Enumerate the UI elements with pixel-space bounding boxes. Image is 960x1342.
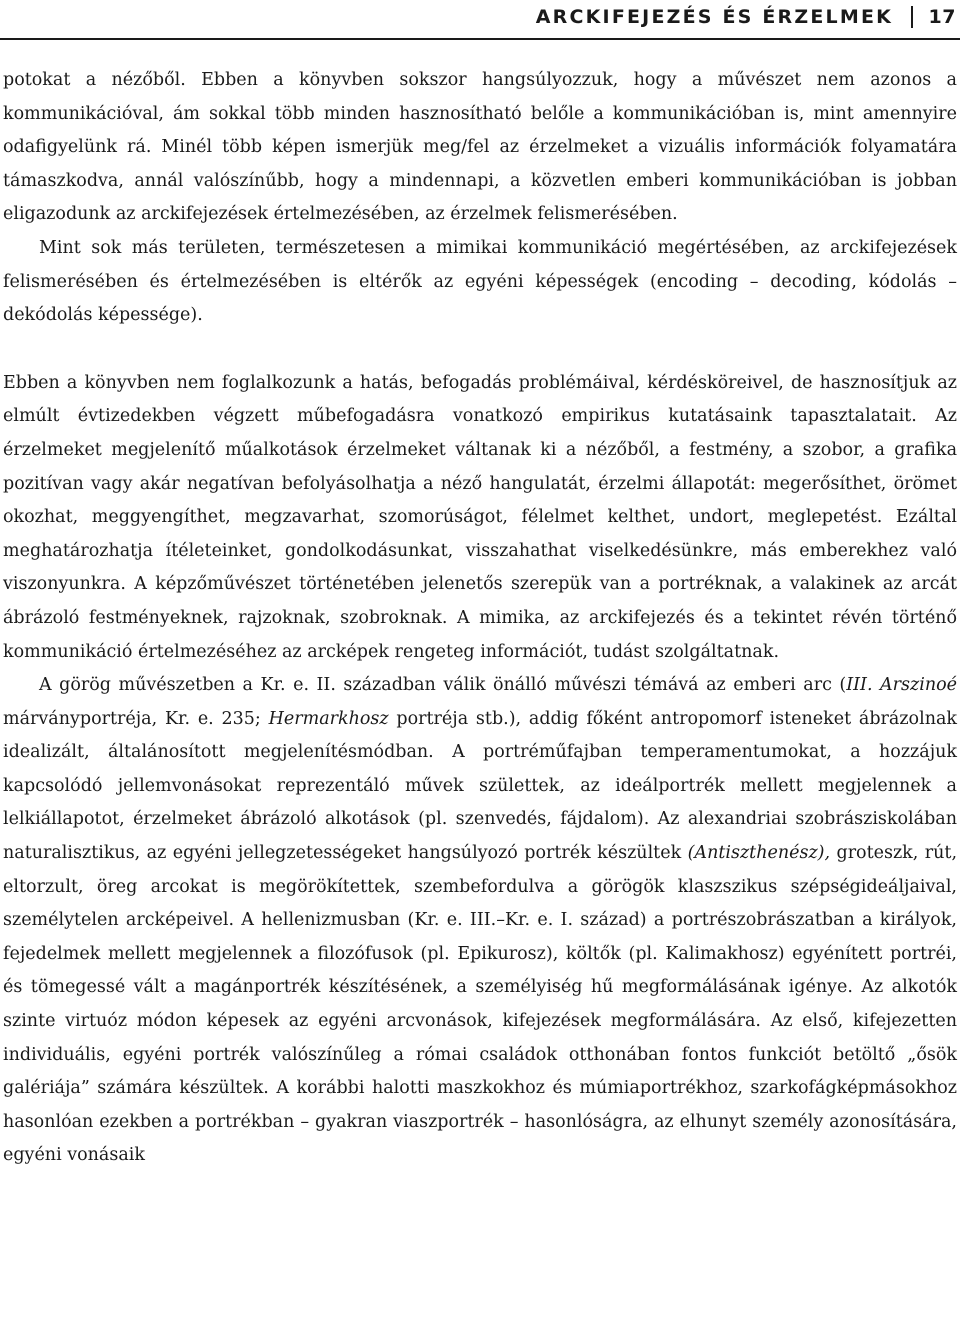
running-title: ARCKIFEJEZÉS ÉS ÉRZELMEK <box>535 6 894 28</box>
paragraph-3: Ebben a könyvben nem foglalkozunk a hatás, befogadás problémáival, kérdésköreivel, de hasznosítjuk az elmúlt évtizedekben végzett műbefogadásra vonatkozó empirikus kutatásaink tapasztalatait. Az érzelmeket megjelenítő műalkotások érzelmeket váltanak ki a nézőből, a festmény, a szobor, a grafika pozitívan vagy akár negatívan befolyásolhatja a néző hangulatát, érzelmi állapotát: megerősíthet, örömet okozhat, meggyengíthet, megzavarhat, szomorúságot, félelmet kelthet, undort, meglepetést. Ezáltal meghatározhatja ítéleteinket, gondolkodásunkat, visszahathat viselkedésünkre, más emberekhez való viszonyunkra. A képzőművészet történetében jelenetős szerepük van a portréknak, a valakinek az arcát ábrázoló festményeknek, rajzoknak, szobroknak. A mimika, az arckifejezés és a tekintet révén történő kommunikáció értelmezéséhez az arcképek rengeteg információt, tudást szolgáltatnak. <box>3 372 957 662</box>
header-rule <box>0 38 960 40</box>
running-header <box>536 2 960 32</box>
paragraph-2: Mint sok más területen, természetesen a mimikai kommunikáció megértésében, az arckifejezések felismerésében és értelmezésében is eltérők az egyéni képességek (encoding – decoding, kódolás – dekódolás képessége). <box>3 237 957 326</box>
paragraph-4-segment: portréja stb.), addig főként antropomorf isteneket ábrázolnak idealizált, általánosított megjelenítésmódban. A portréműfajban temperamentumokat, a hozzájuk kapcsolódó jellemvonásokat reprezentáló művek születtek, az ideálportrék mellett megjelennek a lelkiállapotot, érzelmeket ábrázoló alkotások (pl. szenvedés, fájdalom). Az alexandriai szobrásziskolában naturalisztikus, az egyéni jellegzetességeket hangsúlyozó portrék készültek <box>3 708 957 864</box>
paragraph-4-segment: A görög művészetben a Kr. e. II. században válik önálló művészi témává az emberi arc ( <box>39 675 847 696</box>
paragraph-4-segment: groteszk, rút, eltorzult, öreg arcokat is megörökítettek, szembefordulva a görögök klaszszikus szépségideáljaival, személytelen arcképeivel. A hellenizmusban (Kr. e. III.–Kr. e. I. század) a portrészobrászatban a királyok, fejedelmek mellett megjelennek a filozófusok (pl. Epikurosz), költők (pl. Kalimakhosz) egyénített portréi, és tömegessé vált a magánportrék készítésének, a személyiség hű megformálásának igénye. Az alkotók szinte virtuóz módon képesek az egyéni arcvonások, kifejezések megformálására. Az első, kifejezetten individuális, egyéni portrék valószínűleg a római családok otthonában fontos funkciót betöltő „ősök galériája” számára készültek. A korábbi halotti maszkokhoz és múmiaportrékhoz, szarkofágképmásokhoz hasonlóan ezekben a portrékban – gyakran viaszportrék – hasonlóságra, az elhunyt személy azonosítására, egyéni vonásaik <box>3 843 958 1166</box>
paragraph-4-italic-segment: III. Arszinoé <box>846 675 957 696</box>
header-separator <box>911 6 913 28</box>
paragraph-4 <box>3 669 957 1173</box>
paragraph-4-segment: márványportréja, Kr. e. 235; <box>3 708 269 729</box>
body-text <box>3 64 957 1173</box>
paragraph-4-italic-segment: Hermarkhosz <box>268 708 389 729</box>
paragraph-1: potokat a nézőből. Ebben a könyvben sokszor hangsúlyozzuk, hogy a művészet nem azonos a kommunikációval, ám sokkal több minden hasznosítható belőle a kommunikációban is, mint amennyire odafigyelünk rá. Minél több képen ismerjük meg/fel az érzelmeket a vizuális információk folyamatára támaszkodva, annál valószínűbb, hogy a mindennapi, a közvetlen emberi kommunikációban is jobban eligazodunk az arckifejezések értelmezésében, az érzelmek felismerésében. <box>3 70 957 225</box>
paragraph-4-italic-segment: (Antiszthenész), <box>687 843 831 864</box>
page-number: 17 <box>928 6 956 28</box>
